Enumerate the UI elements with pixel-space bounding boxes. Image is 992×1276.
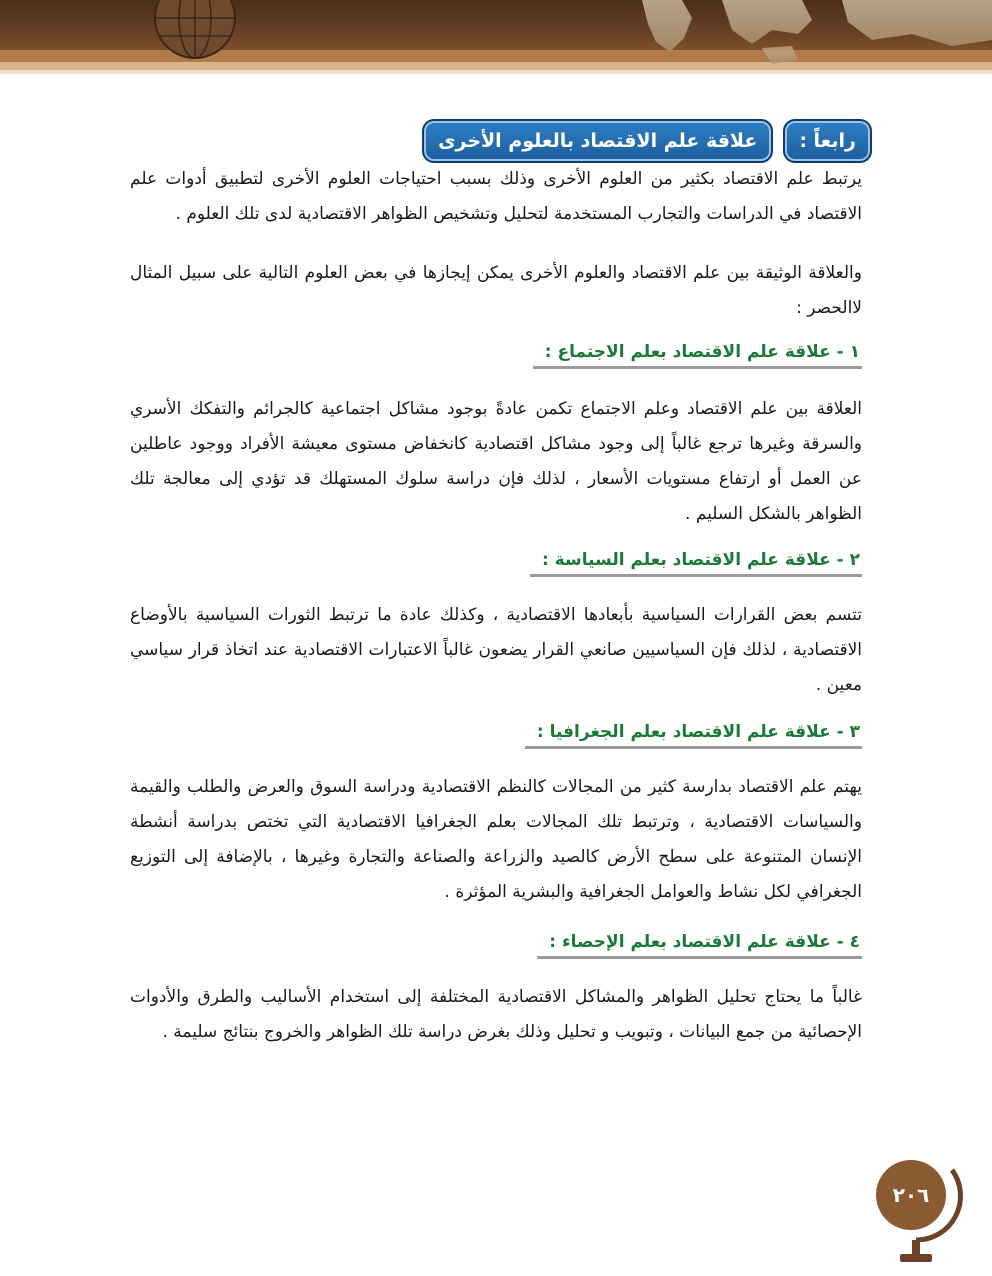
section-heading-sociology: ١ - علاقة علم الاقتصاد بعلم الاجتماع :: [533, 342, 862, 369]
world-map-decoration: [612, 0, 992, 64]
globe-icon: [150, 0, 240, 62]
page-number: ٢٠٦: [876, 1160, 946, 1230]
section-heading-statistics: ٤ - علاقة علم الاقتصاد بعلم الإحصاء :: [537, 932, 862, 959]
section-text-statistics: غالباً ما يحتاج تحليل الظواهر والمشاكل الاقتصادية المختلفة إلى استخدام الأساليب والطرق والأدوات الإحصائية من جمع البيانات ، وتبويب و تحليل وذلك بغرض دراسة تلك الظواهر والخروج بنتائج سليمة .: [130, 987, 862, 1042]
section-text-politics: تتسم بعض القرارات السياسية بأبعادها الاقتصادية ، وكذلك عادة ما ترتبط الثورات السياسية بالأوضاع الاقتصادية ، لذلك فإن السياسيين صانعي القرار يضعون غالباً الاعتبارات الاقتصادية عند اتخاذ قرار سياسي معين .: [130, 605, 862, 695]
intro-paragraph: يرتبط علم الاقتصاد بكثير من العلوم الأخرى وذلك بسبب احتياجات العلوم الأخرى لتطبيق أدوات علم الاقتصاد في الدراسات والتجارب المستخدمة لتحليل وتشخيص الظواهر الاقتصادية لدى تلك العلوم .: [130, 169, 862, 224]
section-heading-politics: ٢ - علاقة علم الاقتصاد بعلم السياسة :: [530, 550, 862, 577]
section-text-geography: يهتم علم الاقتصاد بدارسة كثير من المجالات كالنظم الاقتصادية ودراسة السوق والعرض والطلب والقيمة والسياسات الاقتصادية ، وترتبط تلك المجالات بعلم الجغرافيا الاقتصادية التي تختص بدراسة أنشطة الإنسان المتنوعة على سطح الأرض كالصيد والزراعة والصناعة والتجارة وغيرها ، بالإضافة إلى التوزيع الجغرافي لكل نشاط والعوامل الجغرافية والبشرية المؤثرة .: [130, 777, 862, 902]
section-heading-geography: ٣ - علاقة علم الاقتصاد بعلم الجغرافيا :: [525, 722, 862, 749]
section-text-sociology: العلاقة بين علم الاقتصاد وعلم الاجتماع تكمن عادةً بوجود مشاكل اجتماعية كالجرائم والتفكك الأسري والسرقة وغيرها ترجع غالباً إلى وجود مشاكل اقتصادية كانخفاض مستوى معيشة الأفراد ووجود عاطلين عن العمل أو ارتفاع مستويات الأسعار ، لذلك فإن دراسة سلوك المستهلك قد تؤدي إلى معالجة تلك الظواهر بالشكل السليم .: [130, 399, 862, 524]
header-stripe: [0, 70, 992, 74]
title-text-pill: علاقة علم الاقتصاد بالعلوم الأخرى: [422, 119, 773, 163]
intro-paragraph: والعلاقة الوثيقة بين علم الاقتصاد والعلوم الأخرى يمكن إيجازها في بعض العلوم التالية على سبيل المثال لاالحصر :: [130, 263, 862, 318]
section-title-banner: [422, 120, 872, 162]
title-label-pill: رابعاً :: [783, 119, 872, 163]
page-number-globe: [866, 1150, 966, 1270]
